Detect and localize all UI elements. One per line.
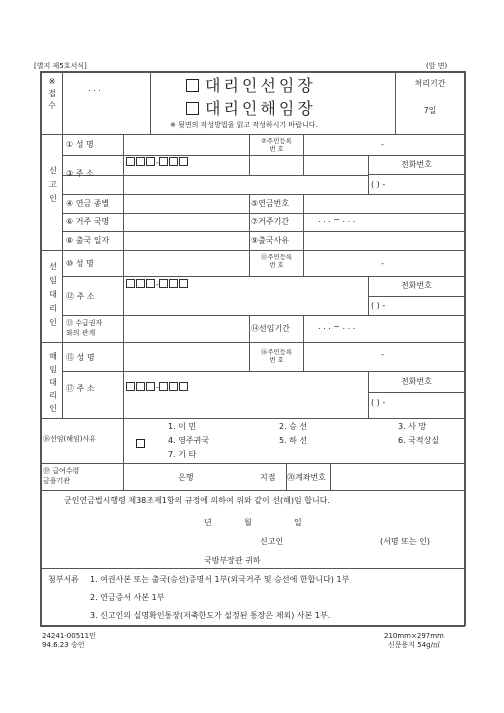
title-note: ※ 뒷면의 작성방법을 읽고 작성하시기 바랍니다. <box>170 121 318 129</box>
title-dismissal: 대리인해임장 <box>186 99 316 119</box>
reason-option-boarding[interactable]: 2. 승 선 <box>279 422 308 431</box>
reporter-postal-code[interactable]: - <box>126 157 189 168</box>
appointed-period-value: . . . ~ . . . <box>318 322 356 331</box>
reporter-period-value: . . . ~ . . . <box>318 215 356 224</box>
dismissed-phone-label: 전화번호 <box>401 377 432 386</box>
appointed-resident-label: ⑪주민등록 번 호 <box>260 253 293 269</box>
processing-value: 7일 <box>423 106 437 115</box>
checkbox-appointment[interactable] <box>186 79 199 92</box>
statement-day: 일 <box>294 518 302 527</box>
reporter-section-label: 신 고 인 <box>49 166 57 203</box>
reason-label: ⑱선임(해임)사유 <box>43 435 97 443</box>
bank-label: ⑲ 급여수령 금융기관 <box>43 467 80 485</box>
receipt-label: ※ 접 수 <box>48 77 56 110</box>
statement-signature: (서명 또는 인) <box>380 537 430 546</box>
form-number: [별지 제5호서식] <box>34 62 87 70</box>
appointed-name-label: ⑩ 성 명 <box>66 259 94 268</box>
reporter-phone-value: ( ) - <box>371 180 386 189</box>
attachments-label: 첨부서류 <box>48 575 79 584</box>
reason-option-death[interactable]: 3. 사 망 <box>398 422 427 431</box>
footer-code: 24241-00511민 <box>42 632 96 640</box>
dismissed-postal-code[interactable]: - <box>126 382 189 393</box>
reporter-name-label: ① 성 명 <box>66 140 94 149</box>
reason-option-return[interactable]: 4. 영주귀국 <box>168 436 210 445</box>
title-appointment: 대리인선임장 <box>186 76 316 96</box>
footer-size: 210mm×297mm <box>384 632 444 640</box>
reason-option-disembark[interactable]: 5. 하 선 <box>279 436 308 445</box>
reporter-phone-label: 전화번호 <box>401 160 432 169</box>
reporter-pension-no-label: ⑤연금번호 <box>251 199 290 208</box>
dismissed-phone-value: ( ) - <box>371 398 386 407</box>
appointed-section-label: 선 임 대 리 인 <box>49 262 57 327</box>
reporter-pension-type-label: ④ 연금 종별 <box>66 199 110 208</box>
dismissed-resident-dash: - <box>381 350 384 359</box>
reporter-resident-label: ②주민등록 번 호 <box>261 137 292 153</box>
footer-approved: 94.6.23 승인 <box>42 641 85 649</box>
dismissed-address-label: ⑰ 주 소 <box>66 384 95 393</box>
reporter-resident-dash: - <box>381 140 384 149</box>
reason-option-immigration[interactable]: 1. 이 민 <box>168 422 197 431</box>
checkbox-dismissal[interactable] <box>186 102 199 115</box>
dismissed-name-label: ⑮ 성 명 <box>66 353 95 362</box>
appointed-resident-dash: - <box>381 259 384 268</box>
statement-recipient: 국방부장관 귀하 <box>204 556 261 565</box>
reporter-departure-date-label: ⑧ 출국 일자 <box>66 236 110 245</box>
reason-checkbox[interactable] <box>136 432 145 451</box>
processing-label: 처리기간 <box>414 79 446 88</box>
attachment-item-3: 3. 신고인의 실명확인통장(저축한도가 설정된 통장은 제외) 사본 1부. <box>90 611 331 620</box>
appointed-phone-value: ( ) - <box>371 301 386 310</box>
reporter-country-label: ⑥ 거주 국명 <box>66 217 110 226</box>
dismissed-section-label: 해 임 대 리 인 <box>49 352 57 413</box>
dismissed-resident-label: ⑯주민등록 번 호 <box>260 348 293 364</box>
appointed-period-label: ⑭선임기간 <box>251 324 290 333</box>
attachment-item-1: 1. 여권사본 또는 출국(승선)증명서 1부(외국거주 및 승선에 한합니다) 1부 <box>90 575 350 584</box>
statement-month: 월 <box>244 518 252 527</box>
bank-branch-suffix: 지점 <box>260 473 276 482</box>
appointed-phone-label: 전화번호 <box>401 281 432 290</box>
footer-paper: 신문용지 54g/㎡ <box>388 641 440 649</box>
reporter-departure-reason-label: ⑨출국사유 <box>251 236 290 245</box>
appointed-address-label: ⑫ 주 소 <box>66 292 95 301</box>
statement-text: 군인연금법시행령 제38조제1항의 규정에 의하여 위와 같이 선(해)임 합니다. <box>64 496 330 505</box>
page-side: (앞 면) <box>426 62 448 70</box>
reporter-address-label: ③ 주 소 <box>66 169 94 178</box>
attachment-item-2: 2. 연금증서 사본 1부 <box>90 593 165 602</box>
reason-option-nationality-loss[interactable]: 6. 국적상실 <box>398 436 440 445</box>
statement-year: 년 <box>204 518 212 527</box>
receipt-date: . . . <box>88 84 101 93</box>
reason-option-other[interactable]: 7. 기 타 <box>168 450 197 459</box>
appointed-relation-label: ⑬ 수급권자 와의 관계 <box>66 319 103 337</box>
appointed-postal-code[interactable]: - <box>126 279 189 290</box>
reporter-period-label: ⑦거주기간 <box>251 217 290 226</box>
bank-name-suffix: 은행 <box>178 473 194 482</box>
statement-reporter: 신고인 <box>260 537 284 546</box>
bank-account-label: ⑳계좌번호 <box>287 473 326 482</box>
